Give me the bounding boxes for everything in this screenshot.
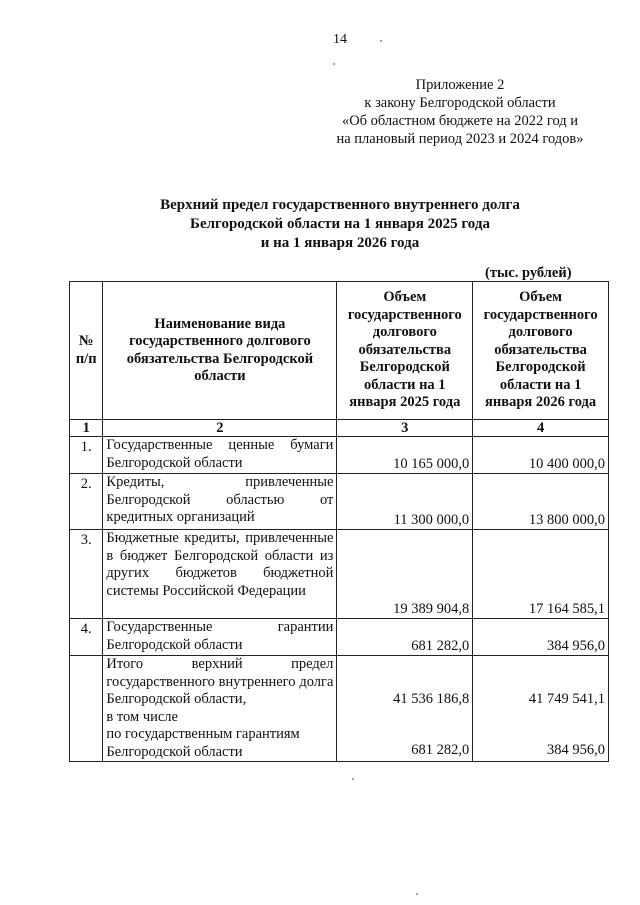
- page-number: 14: [333, 32, 347, 47]
- total-value-2026-cell: [473, 656, 609, 762]
- appendix-line: «Об областном бюджете на 2022 год и: [341, 113, 579, 129]
- table-row: [70, 619, 609, 656]
- total-number-empty: [70, 656, 103, 762]
- total-value-2025-cell: [337, 656, 473, 762]
- appendix-line: Приложение 2: [415, 77, 505, 93]
- title-line: Белгородской области на 1 января 2025 года: [190, 216, 490, 232]
- row-value-2026: 384 956,0: [473, 619, 609, 656]
- row-value-2025: 10 165 000,0: [337, 437, 473, 474]
- row-number: 1.: [70, 437, 103, 474]
- scan-speck: [352, 778, 354, 780]
- units-label: (тыс. рублей): [485, 265, 572, 281]
- title-line: и на 1 января 2026 года: [260, 235, 420, 251]
- total-name-guarantees: по государственным гарантиям Белгородской области: [106, 726, 300, 760]
- row-value-2026: 17 164 585,1: [473, 530, 609, 619]
- column-index: 4: [473, 420, 609, 437]
- row-value-2025: 19 389 904,8: [337, 530, 473, 619]
- column-index: 3: [337, 420, 473, 437]
- document-title: [160, 196, 520, 253]
- table-row: [70, 437, 609, 474]
- total-row: [70, 656, 609, 762]
- table-row: [70, 474, 609, 530]
- header-no: № п/п: [70, 282, 103, 420]
- header-volume-2026: Объем государственного долгового обязательства Белгородской области на 1 января 2026 года: [473, 282, 609, 420]
- row-name: Государственные ценные бумаги Белгородской области: [103, 437, 337, 474]
- title-line: Верхний предел государственного внутреннего долга: [160, 197, 520, 213]
- row-name: Кредиты, привлеченные Белгородской областью от кредитных организаций: [103, 474, 337, 530]
- column-index: 1: [70, 420, 103, 437]
- debt-table: [69, 281, 609, 762]
- total-name-including: в том числе: [106, 708, 178, 725]
- scan-speck: [333, 63, 335, 65]
- row-value-2025: 681 282,0: [337, 619, 473, 656]
- row-number: 2.: [70, 474, 103, 530]
- total-name: [103, 656, 337, 762]
- row-number: 3.: [70, 530, 103, 619]
- appendix-header: [300, 76, 620, 148]
- total-value-2026: 41 749 541,1: [528, 691, 605, 707]
- appendix-line: на плановый период 2023 и 2024 годов»: [336, 131, 584, 147]
- scan-speck: [380, 40, 382, 42]
- row-name: Государственные гарантии Белгородской области: [103, 619, 337, 656]
- row-number: 4.: [70, 619, 103, 656]
- scan-speck: [416, 893, 418, 895]
- row-value-2026: 13 800 000,0: [473, 474, 609, 530]
- table-row: [70, 530, 609, 619]
- guarantees-value-2026: 384 956,0: [547, 741, 605, 758]
- row-name: Бюджетные кредиты, привлеченные в бюджет Белгородской области из других бюджетов бюджетной системы Российской Федерации: [103, 530, 337, 619]
- header-name: Наименование вида государственного долгового обязательства Белгородской области: [103, 282, 337, 420]
- header-volume-2025: Объем государственного долгового обязательства Белгородской области на 1 января 2025 года: [337, 282, 473, 420]
- total-name-main: Итого верхний предел государственного внутреннего долга Белгородской области,: [106, 656, 334, 707]
- column-index-row: [70, 420, 609, 437]
- total-value-2025: 41 536 186,8: [393, 691, 470, 707]
- appendix-line: к закону Белгородской области: [364, 95, 556, 111]
- header-row: [70, 282, 609, 420]
- row-value-2026: 10 400 000,0: [473, 437, 609, 474]
- column-index: 2: [103, 420, 337, 437]
- guarantees-value-2025: 681 282,0: [411, 741, 470, 758]
- row-value-2025: 11 300 000,0: [337, 474, 473, 530]
